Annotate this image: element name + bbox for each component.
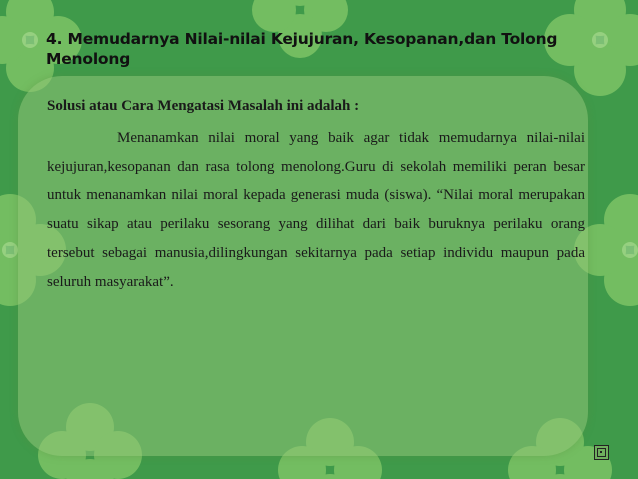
flower-center xyxy=(22,32,38,48)
flower-center xyxy=(622,242,638,258)
square-spiral-nav-icon[interactable] xyxy=(594,445,609,460)
slide-title-line2: Menolong xyxy=(46,50,131,68)
slide-title xyxy=(46,29,566,49)
solution-paragraph: Menanamkan nilai moral yang baik agar tidak memudarnya nilai-nilai kejujuran,kesopanan dan rasa tolong menolong.Guru di sekolah memiliki peran besar untuk menanamkan nilai moral kepada generasi muda (siswa). “Nilai moral merupakan suatu sikap atau perilaku sesorang yang dilihat dari baik buruknya perilaku orang tersebut sebagai manusia,dilingkungan sekitarnya pada setiap individu maupun pada seluruh masyarakat”. xyxy=(47,130,585,290)
slide-title-line1: 4. Memudarnya Nilai-nilai Kejujuran, Kesopanan,dan Tolong xyxy=(46,30,558,48)
slide-body xyxy=(47,96,585,296)
flower-center xyxy=(2,242,18,258)
flower-center xyxy=(592,32,608,48)
solution-heading: Solusi atau Cara Mengatasi Masalah ini adalah : xyxy=(47,98,360,114)
